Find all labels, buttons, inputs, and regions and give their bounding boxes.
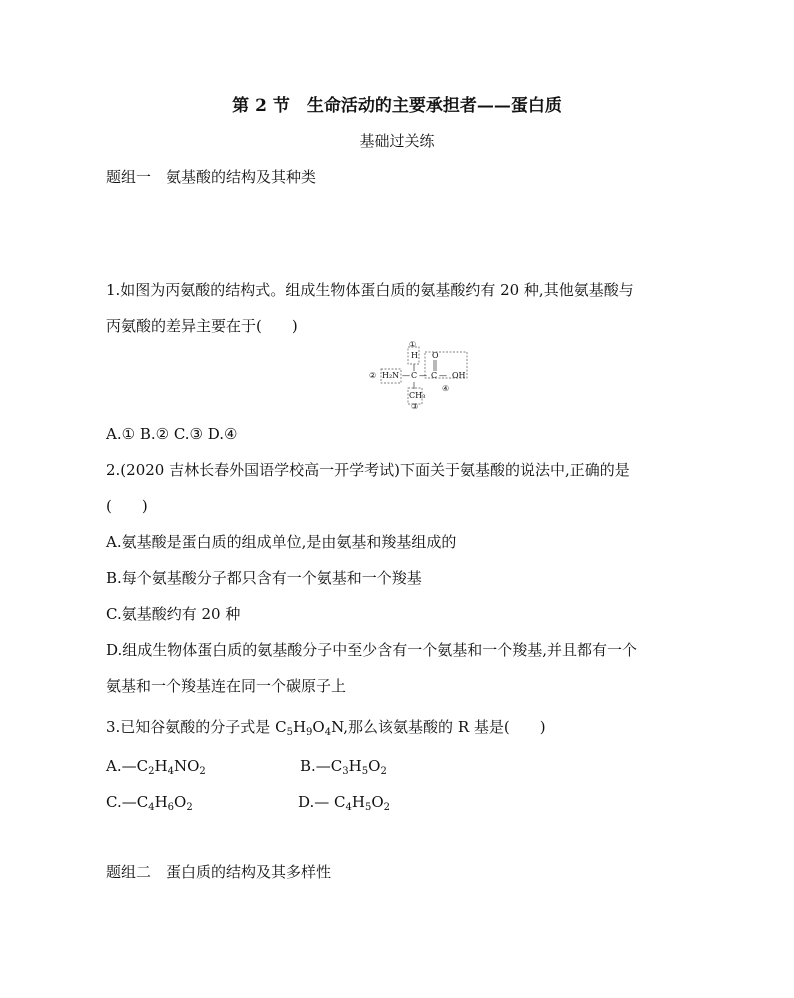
q2-option-a: A.氨基酸是蛋白质的组成单位,是由氨基和羧基组成的 [106,533,457,551]
q3-option-b: $B.—C_3H_5O_2$ [300,757,387,777]
q3-option-d: D.— $C_4H_5O_2$ [298,793,391,813]
q2-option-b: B.每个氨基酸分子都只含有一个氨基和一个羧基 [106,569,422,587]
q2-option-d-line2: 氨基和一个羧基连在同一个碳原子上 [106,677,347,695]
group-ch3: CH₃ [409,391,426,400]
bond-dash: — [402,371,410,380]
glutamate-formula: $C_5H_9O_4N$ [275,718,344,738]
q2-stem-line1: 2.(2020 吉林长春外国语学校高一开学考试)下面关于氨基酸的说法中,正确的是 [106,461,630,479]
atom-h: H [411,351,418,360]
q2-stem-line2: ( ) [106,497,148,515]
q3-option-a: $A.—C_2H_4NO_2$ [106,757,206,777]
atom-o: O [432,351,439,360]
group-heading-2: 题组二 蛋白质的结构及其多样性 [106,863,332,881]
q2-option-c: C.氨基酸约有 20 种 [106,605,241,623]
label-3: ③ [411,402,419,411]
q3-option-c: $C.—C_4H_6O_2$ [106,793,193,813]
q1-stem-line2: 丙氨酸的差异主要在于( ) [106,317,298,335]
group-heading-1: 题组一 氨基酸的结构及其种类 [106,168,317,186]
section-subtitle: 基础过关练 [359,132,435,150]
atom-c-carboxyl: C [431,371,438,380]
q1-stem-line1: 1.如图为丙氨酸的结构式。组成生物体蛋白质的氨基酸约有 20 种,其他氨基酸与 [106,281,634,299]
q2-option-d-line1: D.组成生物体蛋白质的氨基酸分子中至少含有一个氨基和一个羧基,并且都有一个 [106,641,638,659]
group-oh: OH [452,371,466,380]
atom-c-alpha: C [411,371,418,380]
label-4: ④ [442,384,450,393]
bond-dash: — [439,371,447,380]
bond-dash: — [419,371,427,380]
page-title: 第 2 节 生命活动的主要承担者——蛋白质 [232,96,562,116]
alanine-structure-figure [368,340,468,412]
group-h2n: H₂N [382,371,400,380]
label-2: ② [369,371,377,380]
label-1: ① [409,340,417,349]
q1-options: A.① B.② C.③ D.④ [106,425,238,443]
q3-stem: 3.已知谷氨酸的分子式是 $C_5H_9O_4N$,那么该氨基酸的 R 基是( ) [106,718,546,738]
